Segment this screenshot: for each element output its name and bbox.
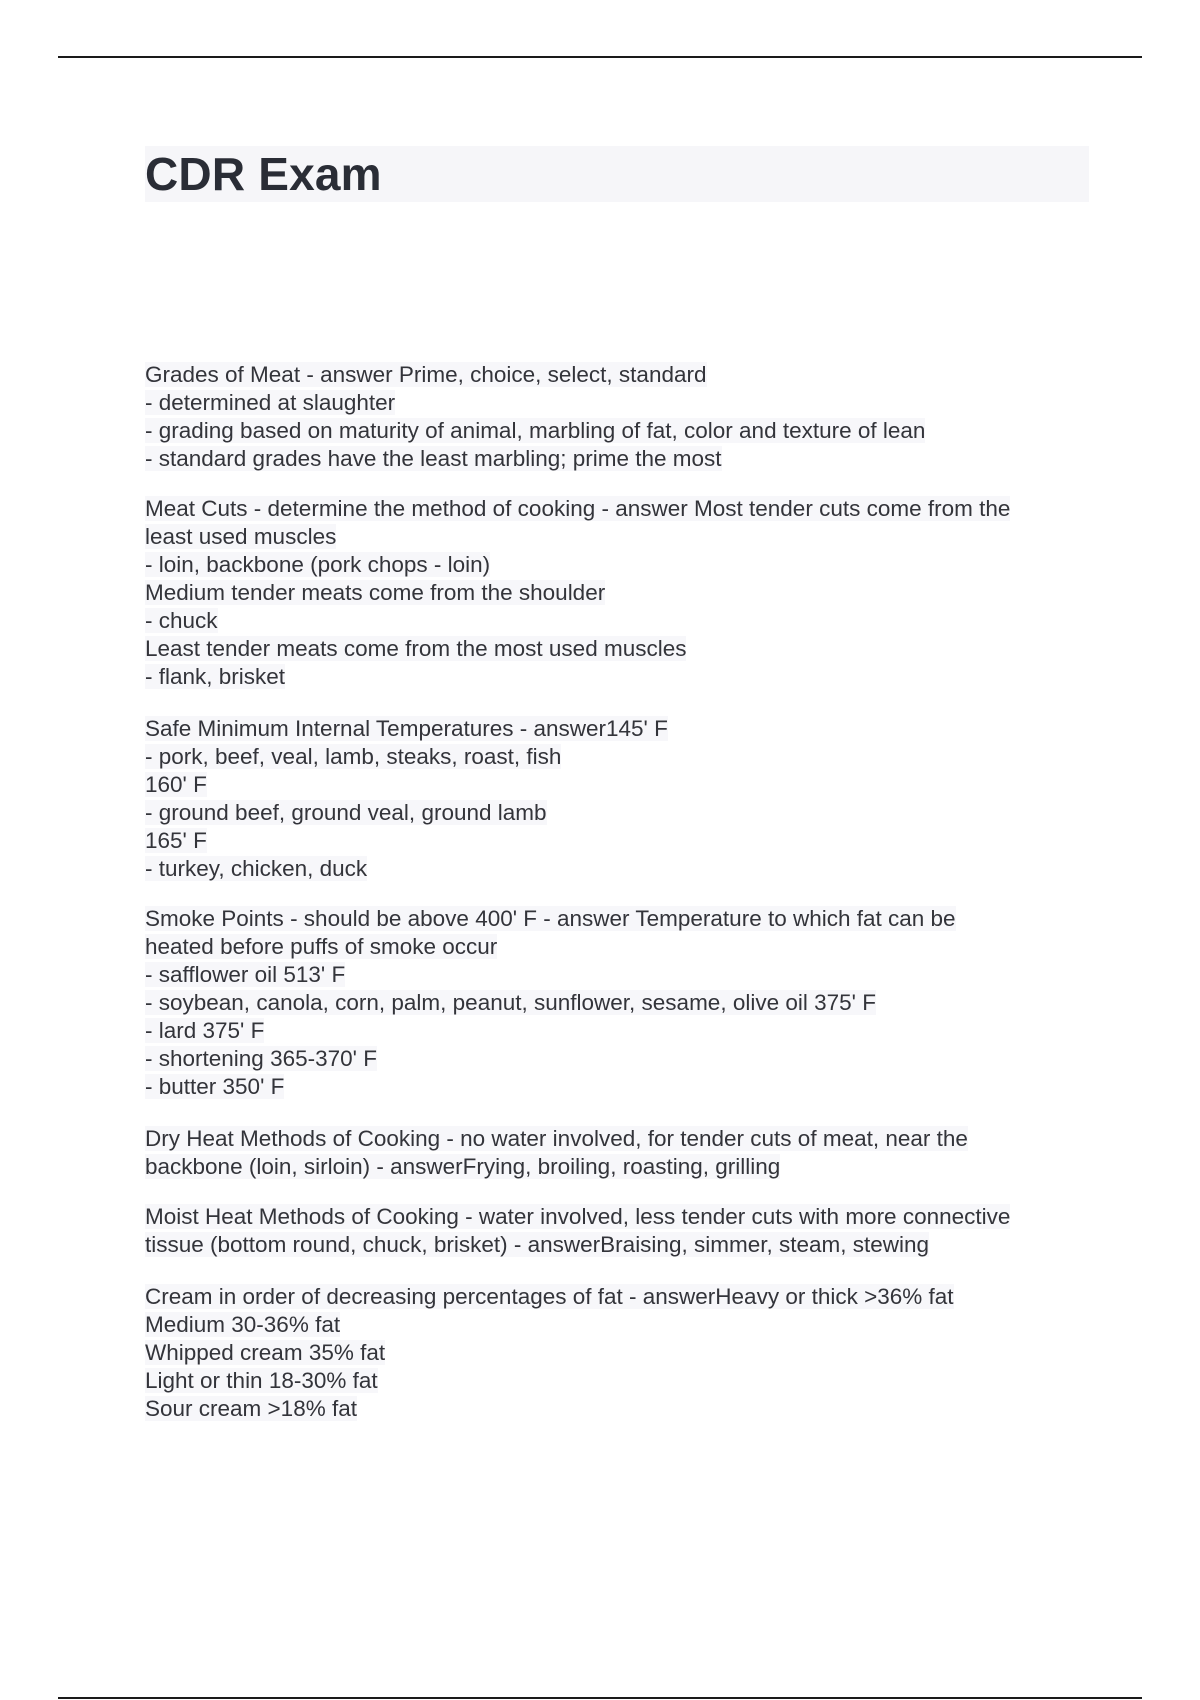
entry-line — [145, 1153, 1095, 1181]
entry-line-text: - grading based on maturity of animal, marbling of fat, color and texture of lean — [145, 418, 926, 443]
entry-line — [145, 523, 1095, 551]
entry-line — [145, 1283, 1095, 1311]
entry-line-text: least used muscles — [145, 524, 337, 549]
entry-line — [145, 635, 1095, 663]
entry-line-text: - safflower oil 513' F — [145, 962, 346, 987]
entry-line-text: Moist Heat Methods of Cooking - water involved, less tender cuts with more connective — [145, 1204, 1011, 1229]
entry-line — [145, 715, 1095, 743]
entry-line — [145, 799, 1095, 827]
entry-line — [145, 663, 1095, 691]
entry-line — [145, 1311, 1095, 1339]
entry-line — [145, 389, 1095, 417]
entry-line — [145, 361, 1095, 389]
entry-line — [145, 551, 1095, 579]
entry-line-text: Grades of Meat - answer Prime, choice, select, standard — [145, 362, 707, 387]
entry-line-text: Safe Minimum Internal Temperatures - answer145' F — [145, 716, 668, 741]
entry-line — [145, 827, 1095, 855]
entry-line — [145, 771, 1095, 799]
entry-line — [145, 1017, 1095, 1045]
entry-line — [145, 933, 1095, 961]
entry-line — [145, 1203, 1095, 1231]
entry-line-text: Whipped cream 35% fat — [145, 1340, 386, 1365]
qa-entry — [145, 905, 1095, 1101]
entry-line — [145, 989, 1095, 1017]
entry-line-text: - shortening 365-370' F — [145, 1046, 377, 1071]
entry-line-text: tissue (bottom round, chuck, brisket) - answerBraising, simmer, steam, stewing — [145, 1232, 930, 1257]
entry-line — [145, 579, 1095, 607]
entry-line — [145, 417, 1095, 445]
qa-entry — [145, 361, 1095, 473]
bottom-rule — [58, 1697, 1142, 1699]
entry-line-text: - pork, beef, veal, lamb, steaks, roast, fish — [145, 744, 562, 769]
entry-line — [145, 445, 1095, 473]
entry-line-text: Medium tender meats come from the shoulder — [145, 580, 606, 605]
entry-line-text: Meat Cuts - determine the method of cooking - answer Most tender cuts come from the — [145, 496, 1011, 521]
qa-entry — [145, 495, 1095, 691]
entry-line-text: - lard 375' F — [145, 1018, 265, 1043]
qa-entry — [145, 1283, 1095, 1423]
entry-line-text: Sour cream >18% fat — [145, 1396, 357, 1421]
entry-line — [145, 1339, 1095, 1367]
entry-line — [145, 1367, 1095, 1395]
entry-line — [145, 905, 1095, 933]
entry-line-text: - turkey, chicken, duck — [145, 856, 368, 881]
qa-entry — [145, 1203, 1095, 1259]
entry-line-text: Medium 30-36% fat — [145, 1312, 341, 1337]
entry-line-text: backbone (loin, sirloin) - answerFrying, broiling, roasting, grilling — [145, 1154, 781, 1179]
page-title: CDR Exam — [145, 148, 382, 200]
top-rule — [58, 56, 1142, 58]
entry-line-text: Least tender meats come from the most used muscles — [145, 636, 687, 661]
entry-line — [145, 1045, 1095, 1073]
entry-line-text: - butter 350' F — [145, 1074, 285, 1099]
entry-line-text: - flank, brisket — [145, 664, 286, 689]
qa-entry — [145, 715, 1095, 883]
entry-line-text: 165' F — [145, 828, 207, 853]
entry-line-text: - chuck — [145, 608, 218, 633]
entry-line — [145, 495, 1095, 523]
entry-line — [145, 855, 1095, 883]
entry-line — [145, 1231, 1095, 1259]
entry-line-text: - soybean, canola, corn, palm, peanut, sunflower, sesame, olive oil 375' F — [145, 990, 876, 1015]
entry-line-text: - standard grades have the least marbling; prime the most — [145, 446, 722, 471]
entry-line-text: Smoke Points - should be above 400' F - answer Temperature to which fat can be — [145, 906, 956, 931]
entry-line — [145, 1125, 1095, 1153]
entry-line-text: Cream in order of decreasing percentages of fat - answerHeavy or thick >36% fat — [145, 1284, 954, 1309]
entry-line-text: - ground beef, ground veal, ground lamb — [145, 800, 547, 825]
entry-line-text: Light or thin 18-30% fat — [145, 1368, 378, 1393]
entry-line-text: - determined at slaughter — [145, 390, 396, 415]
entry-line-text: 160' F — [145, 772, 207, 797]
entry-line-text: Dry Heat Methods of Cooking - no water involved, for tender cuts of meat, near the — [145, 1126, 968, 1151]
document-body — [145, 339, 1095, 1423]
qa-entry — [145, 1125, 1095, 1181]
entry-line-text: - loin, backbone (pork chops - loin) — [145, 552, 491, 577]
entry-line — [145, 607, 1095, 635]
entry-line — [145, 1395, 1095, 1423]
entry-line — [145, 961, 1095, 989]
entry-line-text: heated before puffs of smoke occur — [145, 934, 498, 959]
entry-line — [145, 1073, 1095, 1101]
entry-line — [145, 743, 1095, 771]
